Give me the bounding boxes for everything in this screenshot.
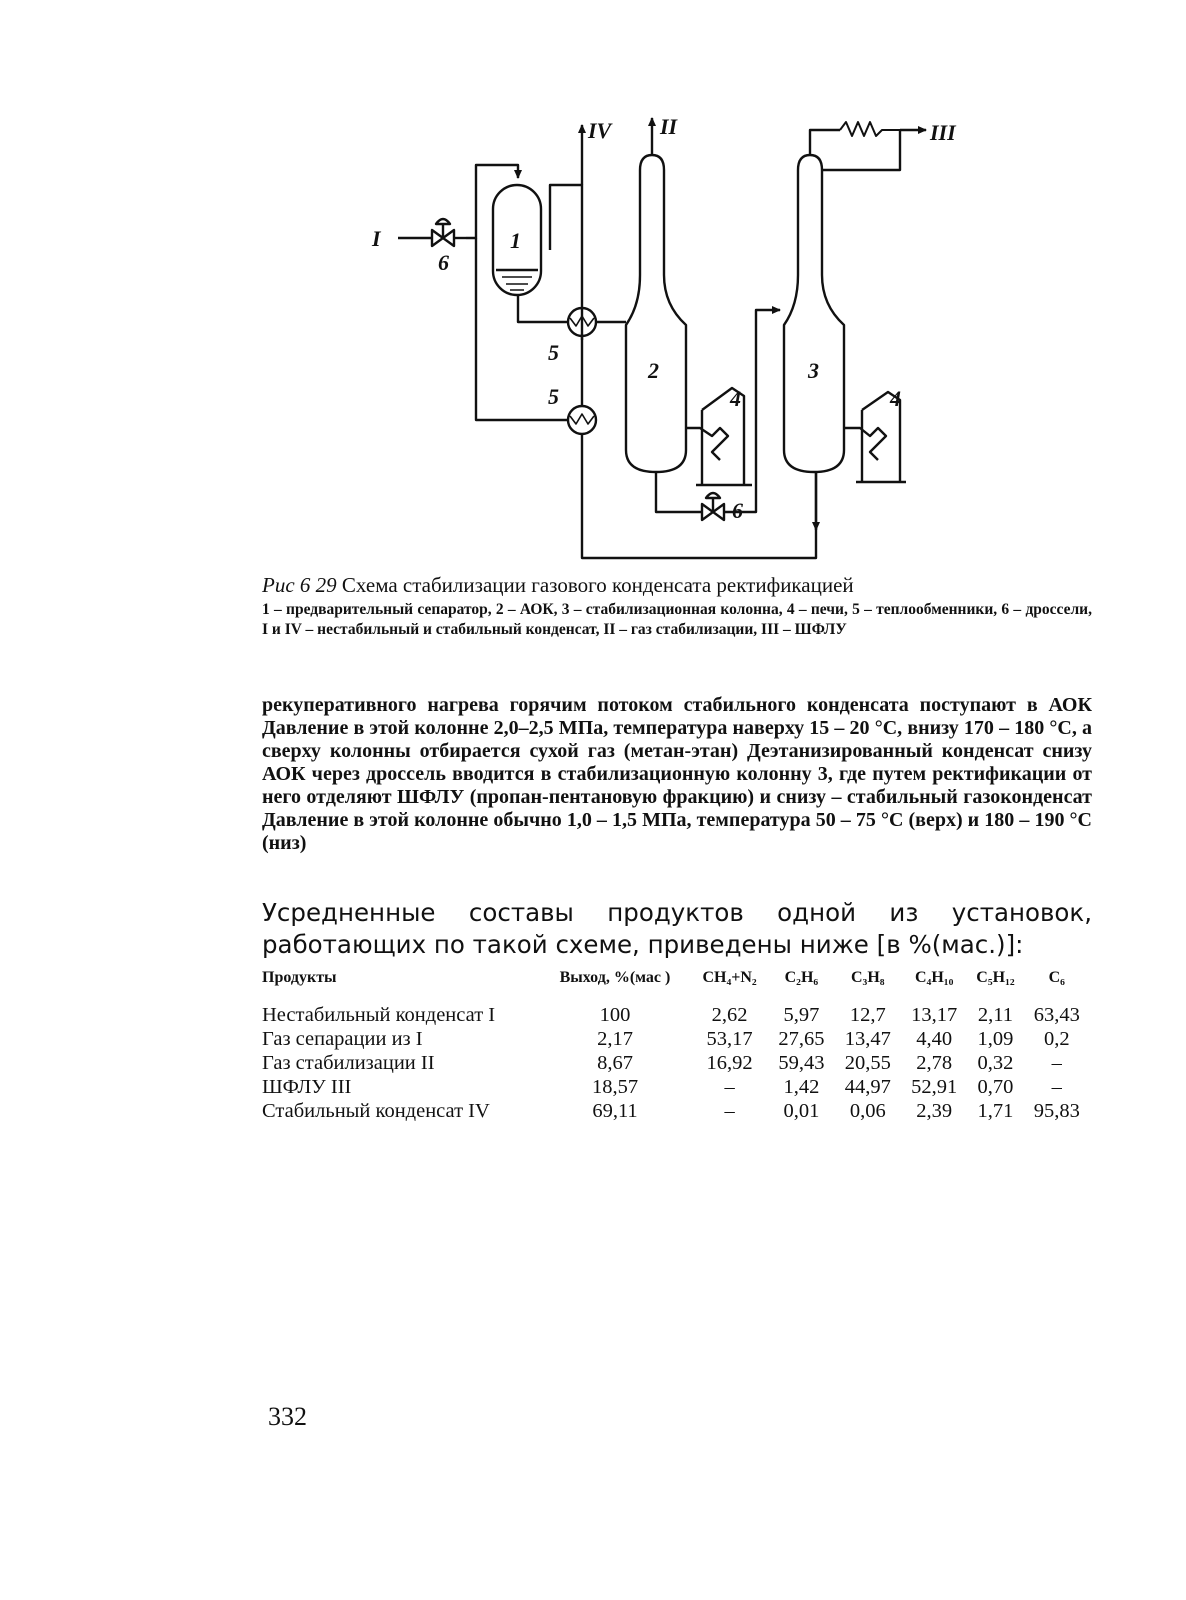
process-flow-diagram (370, 110, 970, 570)
cell: 13,17 (911, 1004, 958, 1026)
cell: 12,7 (849, 1004, 886, 1026)
cell: 63,43 (1033, 1004, 1080, 1026)
label-throttle-a: 6 (438, 250, 449, 275)
label-stab-column: 3 (808, 358, 819, 383)
composition-table (260, 968, 1090, 1123)
cell-product: Стабильный конденсат IV (262, 1100, 490, 1122)
cell: 2,11 (977, 1004, 1014, 1026)
cell-product: Нестабильный конденсат I (262, 1004, 496, 1026)
cell: 0,06 (849, 1100, 886, 1122)
cell: – (1051, 1076, 1062, 1098)
cell: 44,97 (844, 1076, 891, 1098)
cell-product: ШФЛУ III (262, 1076, 352, 1098)
header-yield: Выход, %(мас ) (559, 969, 671, 986)
cell: 100 (599, 1004, 631, 1026)
cell: 0,2 (1043, 1028, 1070, 1050)
cell: 95,83 (1033, 1100, 1080, 1122)
cell: 0,32 (977, 1052, 1014, 1074)
cell-product: Газ сепарации из I (262, 1028, 423, 1050)
header-ch4n2: CH₄+N₂ (702, 969, 757, 986)
table-intro: Усредненные составы продуктов одной из установок, работающих по такой схеме, приведены ниже [в %(мас.)]: (262, 898, 1092, 959)
stabilization-column (784, 155, 844, 472)
header-products: Продукты (262, 969, 337, 986)
label-stream-iv: IV (588, 118, 612, 143)
cell: 69,11 (592, 1100, 638, 1122)
label-exchanger-a: 5 (548, 340, 559, 365)
table-row (260, 1051, 1090, 1075)
figure-caption (262, 572, 1092, 640)
aok-column (626, 155, 686, 472)
label-furnace-a: 4 (730, 386, 741, 411)
table-row (260, 1027, 1090, 1051)
header-c3h8: C₃H₈ (851, 969, 885, 986)
cell: 20,55 (844, 1052, 891, 1074)
cell: 52,91 (911, 1076, 958, 1098)
cell: 8,67 (597, 1052, 633, 1074)
table-row (260, 1099, 1090, 1123)
cell: 2,62 (711, 1004, 748, 1026)
cell: – (724, 1076, 735, 1098)
table-row (260, 1075, 1090, 1099)
cell: 53,17 (706, 1028, 753, 1050)
label-stream-iii: III (930, 120, 956, 145)
caption-legend: 1 – предварительный сепаратор, 2 – АОК, 3 – стабилизационная колонна, 4 – печи, 5 – теплообменники, 6 – дроссели, I и IV – нестабильный и стабильный конденсат, II – газ стабилизации, III – ШФЛУ (262, 601, 1092, 638)
cell: 16,92 (706, 1052, 753, 1074)
label-aok: 2 (648, 358, 659, 383)
caption-title (262, 572, 1092, 598)
cell: – (1051, 1052, 1062, 1074)
cell-product: Газ стабилизации II (262, 1052, 435, 1074)
cell: 18,57 (591, 1076, 639, 1098)
header-c5h12: C₅H₁₂ (976, 969, 1015, 986)
cell: 27,65 (778, 1028, 825, 1050)
cell: 1,71 (977, 1100, 1014, 1122)
body-paragraph: рекуперативного нагрева горячим потоком стабильного конденсата поступают в АОК Давление в этой колонне 2,0–2,5 МПа, температура наверху 15 – 20 °С, внизу 170 – 180 °С, а сверху колонны отбирается сухой газ (метан-этан) Деэтанизированный конденсат снизу АОК через дроссель вводится в стабилизационную колонну 3, где путем ректификации от него отделяют ШФЛУ (пропан-пентановую фракцию) и снизу – стабильный газоконденсат Давление в этой колонне обычно 1,0 – 1,5 МПа, температура 50 – 75 °С (верх) и 180 – 190 °С (низ) (262, 694, 1092, 854)
caption-title-text: Схема стабилизации газового конденсата ректификацией (341, 573, 854, 597)
page-number: 332 (268, 1402, 307, 1431)
header-c6: C₆ (1048, 969, 1065, 986)
label-exchanger-b: 5 (548, 384, 559, 409)
label-furnace-b: 4 (890, 386, 901, 411)
table-row (260, 1003, 1090, 1027)
label-stream-ii: II (660, 114, 678, 139)
cell: 0,70 (977, 1076, 1014, 1098)
cell: 2,78 (916, 1052, 953, 1074)
table-header-row (260, 968, 1090, 1003)
label-separator: 1 (510, 228, 521, 253)
cell: 1,09 (977, 1028, 1014, 1050)
label-stream-i: I (372, 226, 381, 251)
cell: – (724, 1100, 735, 1122)
cell: 59,43 (778, 1052, 825, 1074)
cell: 0,01 (783, 1100, 820, 1122)
cell: 5,97 (783, 1004, 820, 1026)
cell: 2,17 (597, 1028, 633, 1050)
cell: 4,40 (916, 1028, 953, 1050)
caption-label: Рис 6 29 (262, 573, 337, 597)
label-throttle-b: 6 (732, 498, 743, 523)
cell: 1,42 (783, 1076, 820, 1098)
header-c4h10: C₄H₁₀ (915, 969, 954, 986)
cell: 13,47 (844, 1028, 891, 1050)
header-c2h6: C₂H₆ (784, 969, 819, 986)
cell: 2,39 (916, 1100, 953, 1122)
